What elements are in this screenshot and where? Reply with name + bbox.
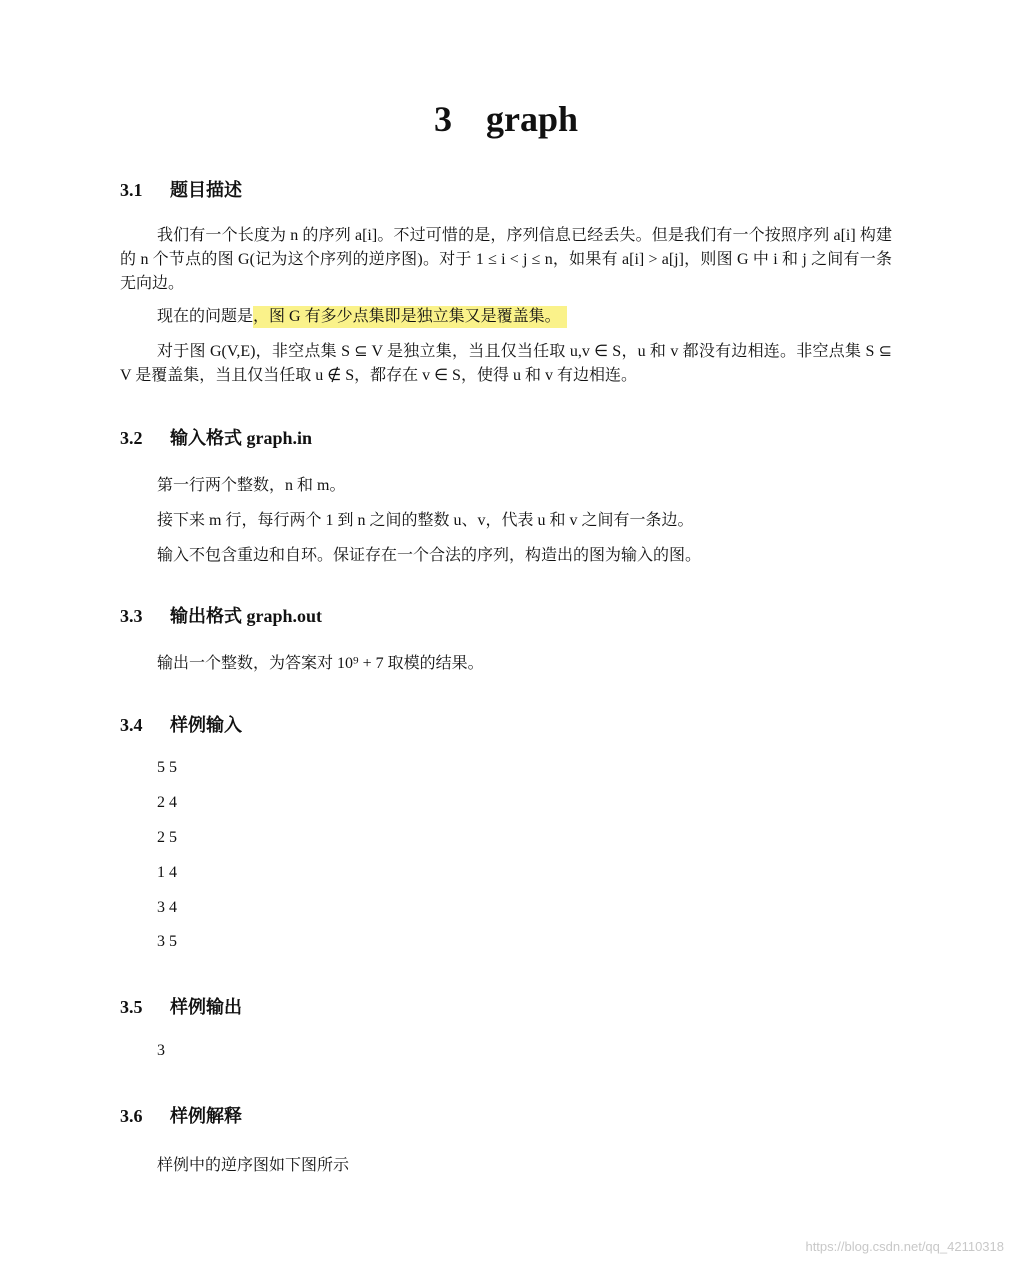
output-format-line: 输出一个整数，为答案对 10⁹ + 7 取模的结果。 <box>157 655 484 672</box>
chapter-number: 3 <box>433 99 452 139</box>
section-number: 3.1 <box>120 180 143 200</box>
chapter-title-text: graph <box>485 99 579 139</box>
section-title: 样例解释 <box>170 1106 242 1126</box>
section-number: 3.4 <box>120 715 143 735</box>
input-format-line: 输入不包含重边和自环。保证存在一个合法的序列，构造出的图为输入的图。 <box>157 547 702 564</box>
section-heading-3-2 <box>120 424 312 450</box>
input-format-line: 第一行两个整数，n 和 m。 <box>157 477 346 494</box>
problem-paragraph-2 <box>120 305 892 329</box>
section-heading-3-5 <box>120 993 242 1019</box>
section-title: 输入格式 graph.in <box>170 428 313 448</box>
sample-input-line: 1 4 <box>157 864 177 881</box>
section-number: 3.2 <box>120 428 143 448</box>
problem-paragraph-3: 对于图 G(V,E)，非空点集 S ⊆ V 是独立集，当且仅当任取 u,v ∈ S，u 和 v 都没有边相连。非空点集 S ⊆ V 是覆盖集，当且仅当任取 u ∉ S，都存在 v ∈ S，使得 u 和 v 有边相连。 <box>120 343 892 384</box>
chapter-title <box>0 98 1012 140</box>
question-prefix: 现在的问题是 <box>157 308 254 325</box>
section-number: 3.5 <box>120 997 143 1017</box>
section-title: 样例输入 <box>170 715 242 735</box>
sample-input-line: 2 4 <box>157 794 177 811</box>
highlighted-question: ，图 G 有多少点集即是独立集又是覆盖集。 <box>253 306 567 328</box>
section-number: 3.6 <box>120 1106 143 1126</box>
input-format-line: 接下来 m 行，每行两个 1 到 n 之间的整数 u、v，代表 u 和 v 之间有一条边。 <box>157 512 694 529</box>
sample-input-line: 5 5 <box>157 759 177 776</box>
section-title: 样例输出 <box>170 997 242 1017</box>
sample-explanation-line: 样例中的逆序图如下图所示 <box>157 1157 350 1174</box>
section-title: 输出格式 graph.out <box>170 606 323 626</box>
section-heading-3-4 <box>120 711 242 737</box>
sample-output-line: 3 <box>157 1042 165 1059</box>
section-number: 3.3 <box>120 606 143 626</box>
watermark-url: https://blog.csdn.net/qq_42110318 <box>805 1239 1004 1254</box>
section-heading-3-6 <box>120 1102 242 1128</box>
section-title: 题目描述 <box>170 180 242 200</box>
problem-paragraph-1: 我们有一个长度为 n 的序列 a[i]。不过可惜的是，序列信息已经丢失。但是我们有一个按照序列 a[i] 构建的 n 个节点的图 G(记为这个序列的逆序图)。对于 1 ≤ i < j ≤ n，如果有 a[i] > a[j]，则图 G 中 i 和 j 之间有一条无向边。 <box>120 227 892 292</box>
section-heading-3-3 <box>120 602 322 628</box>
section-heading-3-1 <box>120 176 242 202</box>
sample-input-line: 3 4 <box>157 899 177 916</box>
sample-input-line: 2 5 <box>157 829 177 846</box>
sample-input-line: 3 5 <box>157 933 177 950</box>
